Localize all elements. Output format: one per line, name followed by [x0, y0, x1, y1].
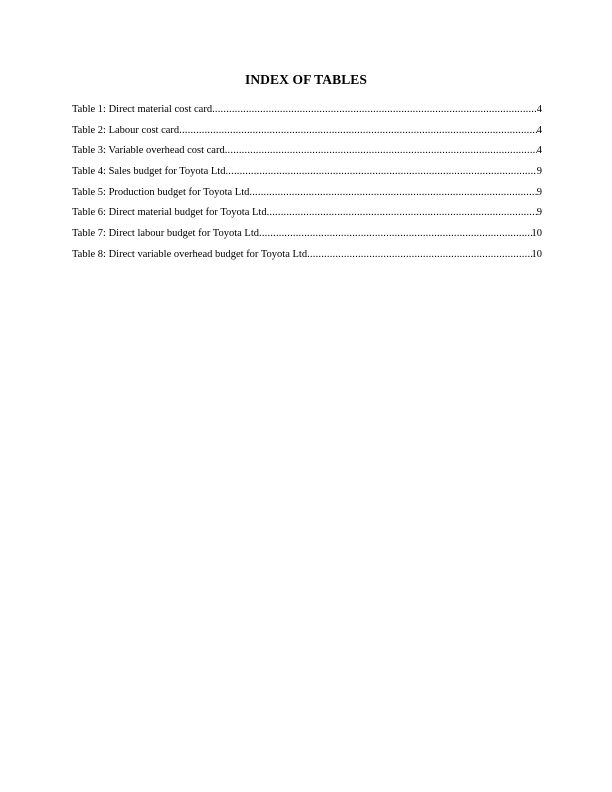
- toc-entry-page-number: 10: [531, 228, 542, 240]
- toc-entry-label: Table 7: Direct labour budget for Toyota Ltd: [72, 228, 259, 240]
- toc-entry-page-number: 4: [536, 124, 542, 136]
- toc-entry-table-5[interactable]: [72, 183, 542, 204]
- toc-entry-page-number: 4: [536, 145, 542, 157]
- toc-entry-table-7[interactable]: [72, 224, 542, 245]
- toc-entry-table-6[interactable]: [72, 203, 542, 224]
- dot-leader: [267, 203, 537, 224]
- toc-entry-page-number: 9: [536, 186, 542, 198]
- toc-entry-page-number: 9: [536, 166, 542, 178]
- dot-leader: [212, 100, 537, 121]
- index-of-tables-heading: INDEX OF TABLES: [244, 72, 368, 87]
- toc-entry-label: Table 4: Sales budget for Toyota Ltd: [72, 166, 226, 178]
- dot-leader: [225, 141, 537, 162]
- dot-leader: [179, 121, 537, 142]
- toc-entry-page-number: 10: [531, 248, 542, 260]
- toc-entry-label: Table 1: Direct material cost card: [72, 104, 213, 115]
- dot-leader: [225, 162, 536, 183]
- toc-entry-label: Table 5: Production budget for Toyota Ltd: [72, 186, 250, 198]
- toc-entry-table-2[interactable]: [72, 121, 542, 142]
- toc-entry-table-4[interactable]: [72, 162, 542, 183]
- toc-entry-table-8[interactable]: [72, 245, 542, 266]
- toc-entry-label: Table 8: Direct variable overhead budget for Toyota Ltd: [72, 248, 308, 260]
- dot-leader: [249, 183, 536, 204]
- toc-entry-label: Table 2: Labour cost card: [72, 124, 180, 136]
- toc-entry-table-1[interactable]: [72, 100, 542, 121]
- table-index-list: [72, 100, 542, 266]
- toc-entry-page-number: 9: [536, 207, 542, 219]
- dot-leader: [259, 224, 532, 245]
- toc-entry-label: Table 6: Direct material budget for Toyota Ltd: [72, 207, 267, 219]
- toc-entry-table-3[interactable]: [72, 141, 542, 162]
- dot-leader: [307, 245, 531, 266]
- toc-entry-page-number: 4: [536, 104, 542, 115]
- toc-entry-label: Table 3: Variable overhead cost card: [72, 145, 225, 157]
